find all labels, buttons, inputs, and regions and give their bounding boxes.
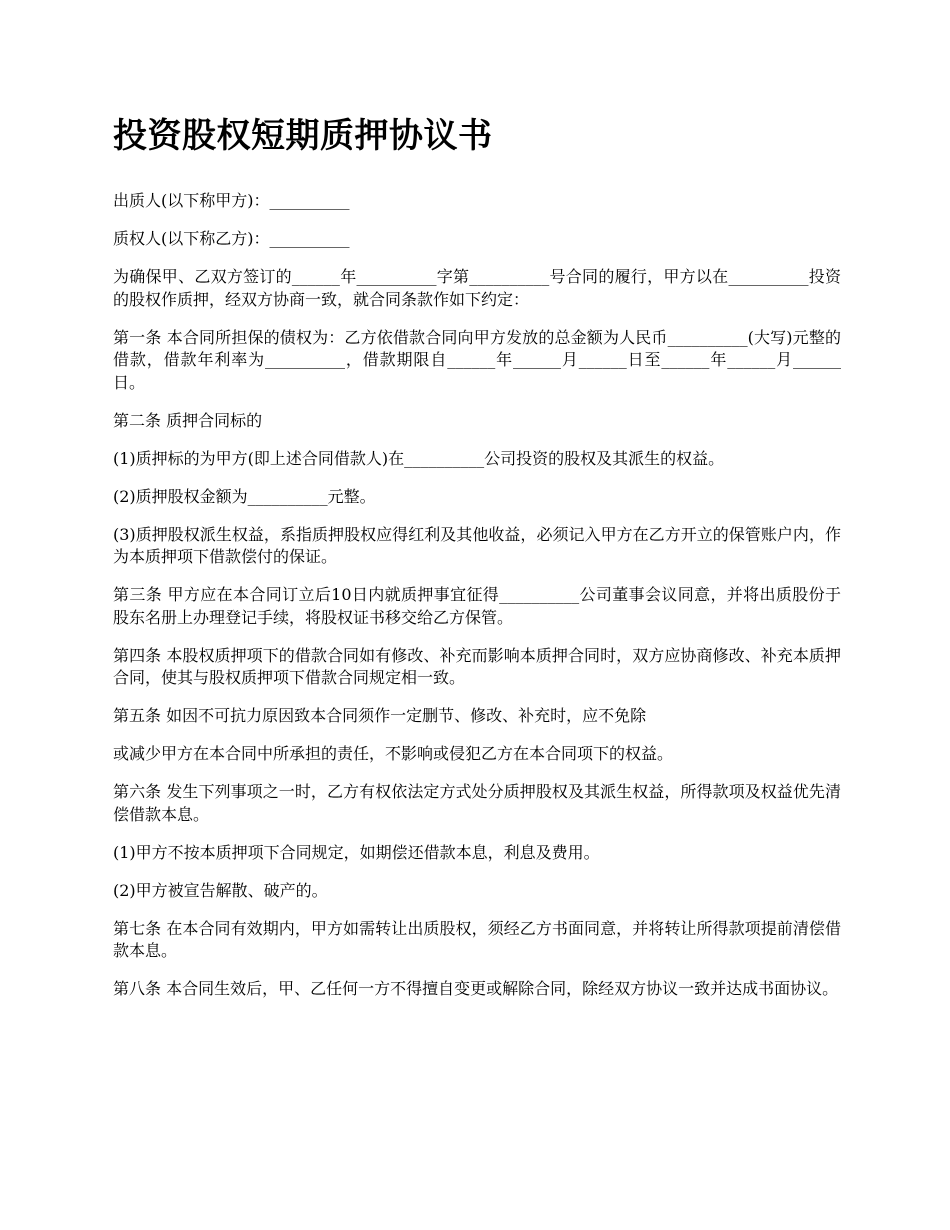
- article-4-paragraph: 第四条 本股权质押项下的借款合同如有修改、补充而影响本质押合同时，双方应协商修改、补充本质押合同，使其与股权质押项下借款合同规定相一致。: [113, 645, 841, 687]
- article-2-heading: 第二条 质押合同标的: [113, 410, 263, 430]
- preamble-paragraph: 为确保甲、乙双方签订的______年__________字第__________号合同的履行，甲方以在__________投资的股权作质押，经双方协商一致，就合同条款作如下约定：: [113, 267, 841, 309]
- article-6-paragraph: 第六条 发生下列事项之一时，乙方有权依法定方式处分质押股权及其派生权益，所得款项及权益优先清偿借款本息。: [113, 782, 841, 824]
- article-7-paragraph: 第七条 在本合同有效期内，甲方如需转让出质股权，须经乙方书面同意，并将转让所得款项提前清偿借款本息。: [113, 918, 841, 960]
- article-8-paragraph: 第八条 本合同生效后，甲、乙任何一方不得擅自变更或解除合同，除经双方协议一致并达成书面协议。: [113, 979, 839, 998]
- article-5-paragraph: 第五条 如因不可抗力原因致本合同须作一定删节、修改、补充时，应不免除: [113, 706, 647, 725]
- article-2-item-1: (1)质押标的为甲方(即上述合同借款人)在__________公司投资的股权及其派生的权益。: [113, 448, 725, 468]
- article-3-paragraph: 第三条 甲方应在本合同订立后10日内就质押事宜征得__________公司董事会议同意，并将出质股份于股东名册上办理登记手续，将股权证书移交给乙方保管。: [113, 585, 841, 627]
- article-6-item-1: (1)甲方不按本质押项下合同规定，如期偿还借款本息，利息及费用。: [113, 842, 600, 862]
- document-page: [113, 112, 841, 1016]
- pledgor-line: 出质人(以下称甲方)：__________: [113, 191, 350, 210]
- article-1-paragraph: 第一条 本合同所担保的债权为：乙方依借款合同向甲方发放的总金额为人民币__________(大写)元整的借款，借款年利率为__________，借款期限自______年______月______日至______年______月______日。: [113, 327, 841, 392]
- document-title: 投资股权短期质押协议书: [113, 116, 493, 156]
- article-6-item-2: (2)甲方被宣告解散、破产的。: [113, 880, 328, 900]
- pledgee-line: 质权人(以下称乙方)：__________: [113, 229, 350, 248]
- article-2-item-2: (2)质押股权金额为__________元整。: [113, 486, 376, 506]
- article-5-continuation: 或减少甲方在本合同中所承担的责任，不影响或侵犯乙方在本合同项下的权益。: [113, 744, 674, 763]
- article-2-item-3: (3)质押股权派生权益，系指质押股权应得红利及其他收益，必须记入甲方在乙方开立的保管账户内，作为本质押项下借款偿付的保证。: [113, 524, 841, 566]
